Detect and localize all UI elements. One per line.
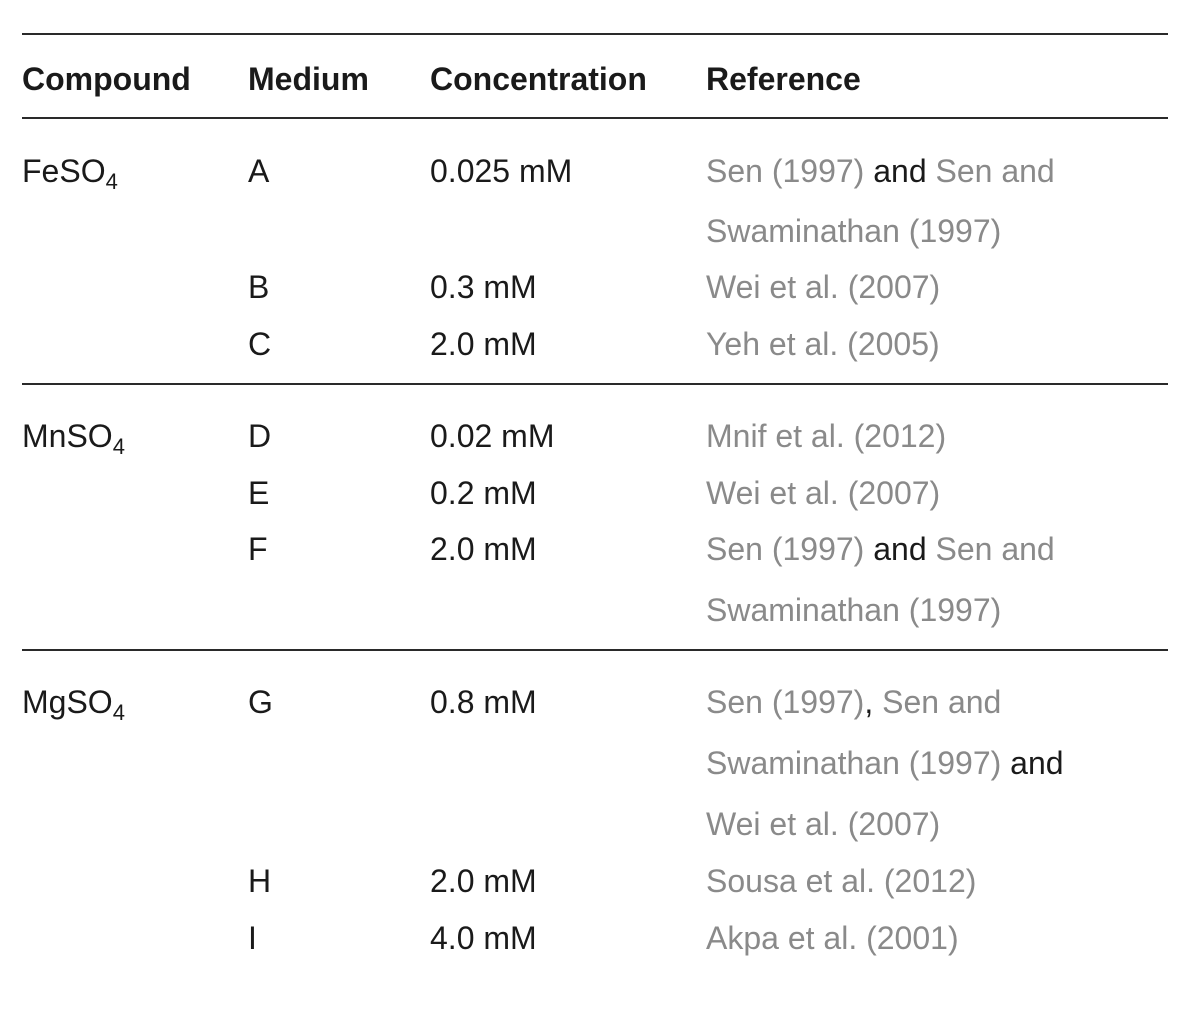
header-reference: Reference — [706, 61, 861, 97]
compound-cell — [22, 152, 118, 194]
reference-link[interactable]: Wei et al. (2007) — [706, 475, 941, 511]
reference-cell — [706, 683, 1001, 721]
reference-conjunction: , — [864, 684, 883, 720]
header-medium: Medium — [248, 61, 369, 97]
reference-link[interactable]: Swaminathan (1997) — [706, 592, 1002, 628]
compound-formula: MnSO — [22, 418, 113, 454]
concentration-cell: 0.3 mM — [430, 269, 537, 305]
concentration-cell: 2.0 mM — [430, 531, 537, 567]
reference-conjunction: and — [864, 153, 936, 189]
compound-subscript: 4 — [112, 700, 125, 725]
reference-cell — [706, 530, 1055, 568]
group-divider — [22, 383, 1168, 385]
reference-link[interactable]: Sen and — [935, 531, 1055, 567]
reference-link[interactable]: Sen and — [882, 684, 1002, 720]
reference-cell — [706, 744, 1064, 782]
reference-link[interactable]: Sousa et al. (2012) — [706, 863, 977, 899]
reference-link[interactable]: Yeh et al. (2005) — [706, 326, 940, 362]
compound-cell — [22, 683, 125, 725]
compound-subscript: 4 — [105, 169, 118, 194]
concentration-cell: 2.0 mM — [430, 326, 537, 362]
medium-cell: C — [248, 326, 272, 362]
concentration-cell: 0.2 mM — [430, 475, 537, 511]
compound-formula: MgSO — [22, 684, 113, 720]
concentration-cell: 0.8 mM — [430, 684, 537, 720]
reference-link[interactable]: Swaminathan (1997) — [706, 745, 1002, 781]
group-divider — [22, 649, 1168, 651]
reference-link[interactable]: Sen and — [935, 153, 1055, 189]
concentration-cell: 0.025 mM — [430, 153, 573, 189]
medium-cell: B — [248, 269, 270, 305]
concentration-cell: 4.0 mM — [430, 920, 537, 956]
medium-cell: E — [248, 475, 270, 511]
reference-link[interactable]: Sen (1997) — [706, 531, 865, 567]
reference-link[interactable]: Wei et al. (2007) — [706, 269, 941, 305]
concentration-cell: 0.02 mM — [430, 418, 555, 454]
compound-subscript: 4 — [112, 434, 125, 459]
medium-cell: H — [248, 863, 272, 899]
table-top-rule — [22, 33, 1168, 35]
reference-link[interactable]: Mnif et al. (2012) — [706, 418, 947, 454]
reference-link[interactable]: Sen (1997) — [706, 684, 865, 720]
concentration-cell: 2.0 mM — [430, 863, 537, 899]
medium-cell: D — [248, 418, 272, 454]
reference-conjunction: and — [1001, 745, 1064, 781]
header-concentration: Concentration — [430, 61, 647, 97]
medium-cell: G — [248, 684, 273, 720]
reference-conjunction: and — [864, 531, 936, 567]
medium-cell: F — [248, 531, 268, 567]
reference-cell — [706, 152, 1055, 190]
reference-link[interactable]: Akpa et al. (2001) — [706, 920, 959, 956]
reference-link[interactable]: Wei et al. (2007) — [706, 806, 941, 842]
header-compound: Compound — [22, 61, 191, 97]
medium-cell: A — [248, 153, 270, 189]
reference-link[interactable]: Sen (1997) — [706, 153, 865, 189]
compound-formula: FeSO — [22, 153, 106, 189]
header-rule — [22, 117, 1168, 119]
medium-cell: I — [248, 920, 257, 956]
compound-cell — [22, 417, 125, 459]
reference-link[interactable]: Swaminathan (1997) — [706, 213, 1002, 249]
